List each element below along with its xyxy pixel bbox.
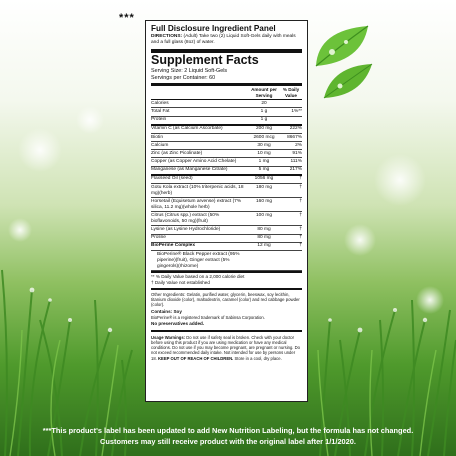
other-ingredients: Other Ingredients: Gelatin, purified water, glycerin, beeswax, soy lecithin, titanium dioxide (color), maltodextrin, caramel (color) and red cabbage powder (color). <box>151 288 302 308</box>
nutrient-daily-value: 1%** <box>291 109 302 114</box>
table-row <box>151 108 302 116</box>
nutrient-name: Total Fat <box>151 109 170 114</box>
table-row <box>151 235 302 243</box>
nutrient-amount: 30 mg <box>257 142 271 148</box>
nutrient-daily-value: 111% <box>290 159 302 165</box>
nutrient-daily-value: † <box>299 198 302 204</box>
header-daily-value: % Daily Value <box>282 87 300 98</box>
nutrient-amount: 12 mg <box>257 243 271 249</box>
ingredient-panel <box>145 20 308 402</box>
nutrient-name: Manganese (as Manganese Citrate) <box>151 167 228 173</box>
servings-per-container: Servings per Container: 60 <box>151 74 216 81</box>
nutrient-amount: 1 g <box>260 117 268 123</box>
table-row <box>151 184 302 198</box>
footnotes <box>151 271 302 285</box>
facts-table <box>151 100 302 271</box>
warnings-text: Do not use if safety seal is broken. Check with your doctor before using this product if you are using medication or have any medical conditions. Do not use if you may become pregnant, are pregnant or nursing. Do not exceed recommended daily intake. Not intended for use by persons under 18. <box>151 334 300 361</box>
nutrient-name: Vitamin C (as Calcium Ascorbate) <box>151 126 223 132</box>
table-row <box>151 117 302 126</box>
table-row <box>151 198 302 212</box>
footnote-not-established: † Daily Value not established <box>151 279 210 285</box>
nutrient-daily-value: † <box>299 184 302 190</box>
nutrient-amount: 80 mg <box>257 227 271 233</box>
nutrient-name: Citrus (Citrus spp.) extract (50% bioflavonoids, 50 mg)(fruit) <box>151 212 220 224</box>
nutrient-name: Horsetail (Equisetum arvense) extract (7% silica, 11.2 mg)(whole herb) <box>151 198 242 210</box>
facts-header-row <box>151 86 302 100</box>
warnings-store: Store in a cool, dry place. <box>234 355 282 361</box>
table-row <box>151 251 302 271</box>
no-preservatives: No preservatives added. <box>151 321 205 327</box>
nutrient-daily-value: † <box>299 243 302 249</box>
nutrient-amount: 180 mg <box>256 184 272 190</box>
warnings-label: Usage Warnings: <box>151 334 186 340</box>
table-row <box>151 134 302 142</box>
footer-notice-line1: ***This product's label has been updated to add New Nutrition Labeling, but the formula has not changed. <box>42 426 414 435</box>
allergen-contains: Contains: Soy <box>151 308 182 314</box>
leaf-icon <box>322 62 374 104</box>
table-row <box>151 158 302 166</box>
supplement-facts-title: Supplement Facts <box>151 49 302 68</box>
nutrient-name: Copper (as Copper Amino Acid Chelate) <box>151 159 237 165</box>
nutrient-daily-value: 217% <box>289 167 302 173</box>
nutrient-daily-value: 222% <box>289 126 302 132</box>
footnote-daily-value: ** % Daily Value based on a 2,000 calorie diet <box>151 274 245 280</box>
nutrient-name: Protein <box>151 117 167 123</box>
nutrient-daily-value: 8667% <box>287 134 302 140</box>
nutrient-name: Zinc (as Zinc Picolinate) <box>151 150 203 156</box>
table-row <box>151 167 302 176</box>
nutrient-daily-value: † <box>299 227 302 233</box>
panel-title: Full Disclosure Ingredient Panel <box>151 24 276 33</box>
directions-label: DIRECTIONS: <box>151 34 183 40</box>
asterisk-marker: *** <box>119 12 135 24</box>
nutrient-name: Biotin <box>151 134 163 140</box>
nutrient-amount: 100 mg <box>256 212 272 218</box>
nutrient-name: BioPerine Complex <box>151 243 195 249</box>
usage-warnings <box>151 330 302 361</box>
nutrient-daily-value: 2% <box>295 142 302 148</box>
nutrient-amount: 200 mg <box>256 126 272 132</box>
table-row <box>151 150 302 158</box>
nutrient-name: Lysine (as Lysine Hydrochloride) <box>151 227 221 233</box>
nutrient-amount: 1 mg <box>258 159 270 165</box>
warnings-keep-away: KEEP OUT OF REACH OF CHILDREN. <box>158 355 234 361</box>
trademark-note: BioPerine® is a registered trademark of Sabinsa Corporation. <box>151 315 265 321</box>
nutrient-name: Calcium <box>151 142 169 148</box>
nutrient-daily-value: † <box>299 212 302 218</box>
nutrient-name: Calories <box>151 100 169 106</box>
table-row <box>151 212 302 226</box>
footer-notice-line2: Customers may still receive product with the original label after 1/1/2020. <box>100 437 356 446</box>
nutrient-amount: 10 mg <box>257 150 271 156</box>
nutrient-amount: 160 mg <box>256 198 272 204</box>
directions <box>151 34 302 46</box>
header-amount: Amount per Serving <box>251 87 277 98</box>
nutrient-amount: 1 g <box>260 109 268 114</box>
serving-info <box>151 67 302 86</box>
nutrient-amount: 80 mg <box>257 235 271 241</box>
table-row <box>151 176 302 184</box>
table-row <box>151 142 302 150</box>
serving-size: Serving Size: 2 Liquid Soft-Gels <box>151 68 228 75</box>
nutrient-name: Flaxseed Oil (seed) <box>151 176 193 182</box>
nutrient-daily-value: † <box>299 176 302 182</box>
table-row <box>151 100 302 108</box>
nutrient-amount: 5 mg <box>258 167 270 173</box>
nutrient-daily-value: † <box>299 235 302 241</box>
nutrient-name: BioPerine® Black Pepper extract (95% piperine)(fruit), Ginger extract (5% gingerols)(rhizome) <box>157 251 240 269</box>
table-row <box>151 226 302 234</box>
nutrient-daily-value: 91% <box>292 150 302 156</box>
table-row <box>151 243 302 251</box>
nutrient-amount: 2600 mcg <box>253 134 275 140</box>
nutrient-amount: 1056 mg <box>254 176 274 182</box>
directions-text: (Adult) Take two (2) Liquid Soft-Gels daily with meals and a full glass (8oz) of water. <box>151 34 296 45</box>
nutrient-name: Proline <box>151 235 166 241</box>
table-row <box>151 126 302 134</box>
nutrient-name: Gotu Kola extract (10% triterpenic acids, 18 mg)(herb) <box>151 184 244 196</box>
nutrient-amount: 20 <box>261 100 267 106</box>
